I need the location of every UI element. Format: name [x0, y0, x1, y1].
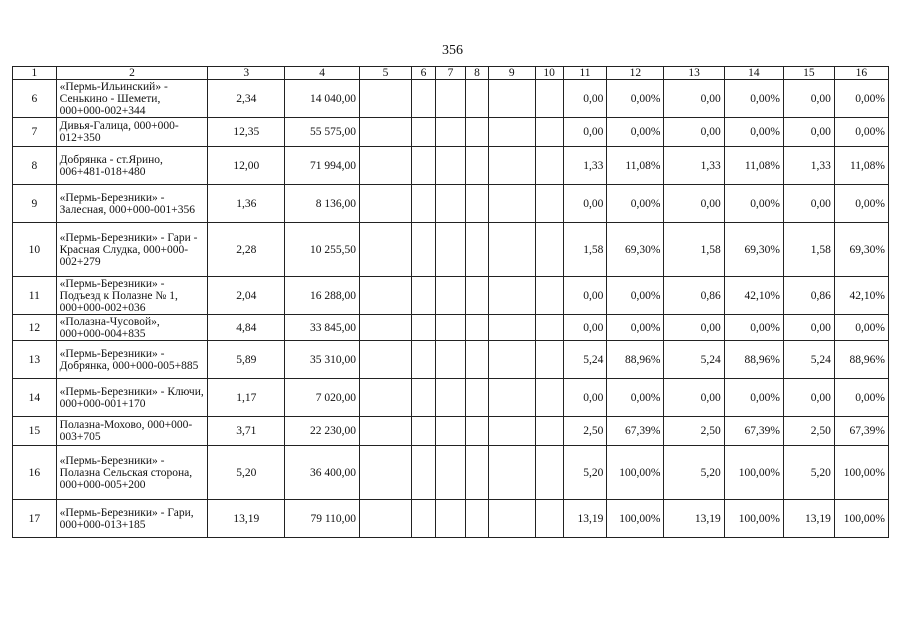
col10-cell — [535, 277, 563, 315]
col12-percent: 100,00% — [607, 446, 664, 500]
col6-cell — [412, 223, 436, 277]
col13-value: 5,24 — [664, 341, 724, 379]
col8-cell — [466, 277, 489, 315]
length-value: 3,71 — [208, 417, 285, 446]
row-number: 6 — [13, 80, 57, 118]
col12-percent: 100,00% — [607, 500, 664, 538]
table-row — [13, 147, 889, 185]
col11-value: 0,00 — [563, 277, 607, 315]
col8-cell — [466, 500, 489, 538]
col10-cell — [535, 500, 563, 538]
col15-value: 13,19 — [783, 500, 834, 538]
col14-percent: 0,00% — [724, 379, 783, 417]
row-number: 12 — [13, 315, 57, 341]
col15-value: 0,00 — [783, 379, 834, 417]
col5-cell — [360, 417, 412, 446]
row-number: 17 — [13, 500, 57, 538]
col14-percent: 0,00% — [724, 315, 783, 341]
cost-value: 79 110,00 — [285, 500, 360, 538]
col7-cell — [435, 417, 465, 446]
col6-cell — [412, 185, 436, 223]
col16-percent: 67,39% — [834, 417, 888, 446]
table-row — [13, 223, 889, 277]
col6-cell — [412, 118, 436, 147]
length-value: 4,84 — [208, 315, 285, 341]
cost-value: 8 136,00 — [285, 185, 360, 223]
cost-value: 7 020,00 — [285, 379, 360, 417]
col11-value: 0,00 — [563, 118, 607, 147]
col5-cell — [360, 315, 412, 341]
col6-cell — [412, 277, 436, 315]
row-number: 15 — [13, 417, 57, 446]
col13-value: 5,20 — [664, 446, 724, 500]
col9-cell — [488, 277, 535, 315]
col10-cell — [535, 147, 563, 185]
col8-cell — [466, 315, 489, 341]
table-body — [13, 80, 889, 538]
col6-cell — [412, 80, 436, 118]
col8-cell — [466, 417, 489, 446]
col14-percent: 69,30% — [724, 223, 783, 277]
col16-percent: 42,10% — [834, 277, 888, 315]
col12-percent: 0,00% — [607, 379, 664, 417]
col14-percent: 100,00% — [724, 446, 783, 500]
col11-value: 2,50 — [563, 417, 607, 446]
col12-percent: 0,00% — [607, 118, 664, 147]
col9-cell — [488, 315, 535, 341]
col5-cell — [360, 277, 412, 315]
section-name: «Пермь-Березники» - Добрянка, 000+000-005+885 — [56, 341, 208, 379]
column-header: 11 — [563, 67, 607, 80]
col6-cell — [412, 500, 436, 538]
col9-cell — [488, 223, 535, 277]
col10-cell — [535, 185, 563, 223]
col10-cell — [535, 379, 563, 417]
column-header: 7 — [435, 67, 465, 80]
col7-cell — [435, 80, 465, 118]
col12-percent: 0,00% — [607, 185, 664, 223]
col15-value: 0,00 — [783, 185, 834, 223]
col15-value: 0,00 — [783, 118, 834, 147]
col15-value: 1,58 — [783, 223, 834, 277]
col11-value: 5,20 — [563, 446, 607, 500]
col10-cell — [535, 223, 563, 277]
col5-cell — [360, 446, 412, 500]
col11-value: 0,00 — [563, 315, 607, 341]
col6-cell — [412, 315, 436, 341]
col11-value: 13,19 — [563, 500, 607, 538]
col16-percent: 0,00% — [834, 379, 888, 417]
column-header: 2 — [56, 67, 208, 80]
col13-value: 0,00 — [664, 379, 724, 417]
col15-value: 0,00 — [783, 80, 834, 118]
col16-percent: 100,00% — [834, 500, 888, 538]
col13-value: 13,19 — [664, 500, 724, 538]
cost-value: 55 575,00 — [285, 118, 360, 147]
col11-value: 0,00 — [563, 185, 607, 223]
col9-cell — [488, 118, 535, 147]
table-row — [13, 185, 889, 223]
column-header: 9 — [488, 67, 535, 80]
col10-cell — [535, 417, 563, 446]
table-row — [13, 80, 889, 118]
section-name: «Пермь-Ильинский» - Сенькино - Шемети, 000+000-002+344 — [56, 80, 208, 118]
row-number: 10 — [13, 223, 57, 277]
col7-cell — [435, 147, 465, 185]
col14-percent: 11,08% — [724, 147, 783, 185]
col14-percent: 0,00% — [724, 80, 783, 118]
table-row — [13, 118, 889, 147]
col6-cell — [412, 417, 436, 446]
col14-percent: 67,39% — [724, 417, 783, 446]
section-name: «Пермь-Березники» - Ключи, 000+000-001+170 — [56, 379, 208, 417]
col5-cell — [360, 185, 412, 223]
col15-value: 5,24 — [783, 341, 834, 379]
length-value: 2,28 — [208, 223, 285, 277]
col5-cell — [360, 341, 412, 379]
section-name: «Пермь-Березники» - Подъезд к Полазне № 1, 000+000-002+036 — [56, 277, 208, 315]
table-row — [13, 446, 889, 500]
col16-percent: 0,00% — [834, 118, 888, 147]
length-value: 2,34 — [208, 80, 285, 118]
col7-cell — [435, 341, 465, 379]
section-name: Добрянка - ст.Ярино, 006+481-018+480 — [56, 147, 208, 185]
col8-cell — [466, 185, 489, 223]
col12-percent: 0,00% — [607, 315, 664, 341]
column-header: 8 — [466, 67, 489, 80]
cost-value: 71 994,00 — [285, 147, 360, 185]
col13-value: 0,00 — [664, 185, 724, 223]
row-number: 8 — [13, 147, 57, 185]
col9-cell — [488, 80, 535, 118]
col16-percent: 0,00% — [834, 80, 888, 118]
col14-percent: 0,00% — [724, 118, 783, 147]
col13-value: 0,86 — [664, 277, 724, 315]
section-name: «Пермь-Березники» - Гари, 000+000-013+185 — [56, 500, 208, 538]
column-header: 10 — [535, 67, 563, 80]
column-header: 14 — [724, 67, 783, 80]
length-value: 2,04 — [208, 277, 285, 315]
page-number: 356 — [442, 43, 463, 58]
col15-value: 5,20 — [783, 446, 834, 500]
col7-cell — [435, 277, 465, 315]
col15-value: 0,00 — [783, 315, 834, 341]
column-header: 3 — [208, 67, 285, 80]
column-header: 4 — [285, 67, 360, 80]
col15-value: 1,33 — [783, 147, 834, 185]
col11-value: 0,00 — [563, 80, 607, 118]
col5-cell — [360, 223, 412, 277]
length-value: 5,20 — [208, 446, 285, 500]
column-header: 6 — [412, 67, 436, 80]
column-header: 12 — [607, 67, 664, 80]
col14-percent: 100,00% — [724, 500, 783, 538]
column-header: 1 — [13, 67, 57, 80]
row-number: 7 — [13, 118, 57, 147]
col6-cell — [412, 341, 436, 379]
section-name: «Пермь-Березники» - Гари - Красная Слудка, 000+000-002+279 — [56, 223, 208, 277]
col14-percent: 0,00% — [724, 185, 783, 223]
col9-cell — [488, 500, 535, 538]
col9-cell — [488, 379, 535, 417]
section-name: «Полазна-Чусовой», 000+000-004+835 — [56, 315, 208, 341]
col8-cell — [466, 80, 489, 118]
col14-percent: 42,10% — [724, 277, 783, 315]
col11-value: 1,33 — [563, 147, 607, 185]
col5-cell — [360, 379, 412, 417]
col7-cell — [435, 446, 465, 500]
column-header: 16 — [834, 67, 888, 80]
length-value: 1,17 — [208, 379, 285, 417]
length-value: 1,36 — [208, 185, 285, 223]
col12-percent: 88,96% — [607, 341, 664, 379]
column-header: 13 — [664, 67, 724, 80]
length-value: 12,00 — [208, 147, 285, 185]
col11-value: 5,24 — [563, 341, 607, 379]
col5-cell — [360, 80, 412, 118]
col5-cell — [360, 500, 412, 538]
col12-percent: 11,08% — [607, 147, 664, 185]
section-name: «Пермь-Березники» - Полазна Сельская сторона, 000+000-005+200 — [56, 446, 208, 500]
row-number: 11 — [13, 277, 57, 315]
cost-value: 10 255,50 — [285, 223, 360, 277]
cost-value: 35 310,00 — [285, 341, 360, 379]
col16-percent: 0,00% — [834, 185, 888, 223]
col9-cell — [488, 417, 535, 446]
col9-cell — [488, 446, 535, 500]
col8-cell — [466, 118, 489, 147]
col8-cell — [466, 446, 489, 500]
col8-cell — [466, 341, 489, 379]
section-name: Полазна-Мохово, 000+000-003+705 — [56, 417, 208, 446]
col16-percent: 69,30% — [834, 223, 888, 277]
col10-cell — [535, 446, 563, 500]
col8-cell — [466, 379, 489, 417]
table-row — [13, 277, 889, 315]
col7-cell — [435, 315, 465, 341]
col12-percent: 69,30% — [607, 223, 664, 277]
col5-cell — [360, 118, 412, 147]
col13-value: 0,00 — [664, 118, 724, 147]
col8-cell — [466, 147, 489, 185]
row-number: 13 — [13, 341, 57, 379]
cost-value: 22 230,00 — [285, 417, 360, 446]
col6-cell — [412, 446, 436, 500]
col6-cell — [412, 147, 436, 185]
col5-cell — [360, 147, 412, 185]
col11-value: 0,00 — [563, 379, 607, 417]
cost-value: 36 400,00 — [285, 446, 360, 500]
table-row — [13, 417, 889, 446]
col15-value: 2,50 — [783, 417, 834, 446]
col16-percent: 11,08% — [834, 147, 888, 185]
col14-percent: 88,96% — [724, 341, 783, 379]
col13-value: 1,58 — [664, 223, 724, 277]
cost-value: 33 845,00 — [285, 315, 360, 341]
col16-percent: 0,00% — [834, 315, 888, 341]
col7-cell — [435, 500, 465, 538]
col11-value: 1,58 — [563, 223, 607, 277]
table-row — [13, 341, 889, 379]
col12-percent: 0,00% — [607, 277, 664, 315]
col10-cell — [535, 80, 563, 118]
col10-cell — [535, 315, 563, 341]
col10-cell — [535, 118, 563, 147]
col9-cell — [488, 185, 535, 223]
col7-cell — [435, 223, 465, 277]
col12-percent: 0,00% — [607, 80, 664, 118]
length-value: 13,19 — [208, 500, 285, 538]
cost-value: 16 288,00 — [285, 277, 360, 315]
row-number: 9 — [13, 185, 57, 223]
column-header: 15 — [783, 67, 834, 80]
header-row — [13, 67, 889, 80]
col9-cell — [488, 341, 535, 379]
length-value: 5,89 — [208, 341, 285, 379]
data-table — [12, 66, 889, 538]
col16-percent: 88,96% — [834, 341, 888, 379]
col8-cell — [466, 223, 489, 277]
col7-cell — [435, 118, 465, 147]
table-row — [13, 315, 889, 341]
col7-cell — [435, 185, 465, 223]
col12-percent: 67,39% — [607, 417, 664, 446]
col7-cell — [435, 379, 465, 417]
row-number: 16 — [13, 446, 57, 500]
row-number: 14 — [13, 379, 57, 417]
col6-cell — [412, 379, 436, 417]
col16-percent: 100,00% — [834, 446, 888, 500]
section-name: «Пермь-Березники» - Залесная, 000+000-001+356 — [56, 185, 208, 223]
col13-value: 1,33 — [664, 147, 724, 185]
column-header: 5 — [360, 67, 412, 80]
table-row — [13, 500, 889, 538]
col10-cell — [535, 341, 563, 379]
section-name: Дивья-Галица, 000+000-012+350 — [56, 118, 208, 147]
table-row — [13, 379, 889, 417]
cost-value: 14 040,00 — [285, 80, 360, 118]
length-value: 12,35 — [208, 118, 285, 147]
col13-value: 2,50 — [664, 417, 724, 446]
col13-value: 0,00 — [664, 80, 724, 118]
col9-cell — [488, 147, 535, 185]
col15-value: 0,86 — [783, 277, 834, 315]
col13-value: 0,00 — [664, 315, 724, 341]
